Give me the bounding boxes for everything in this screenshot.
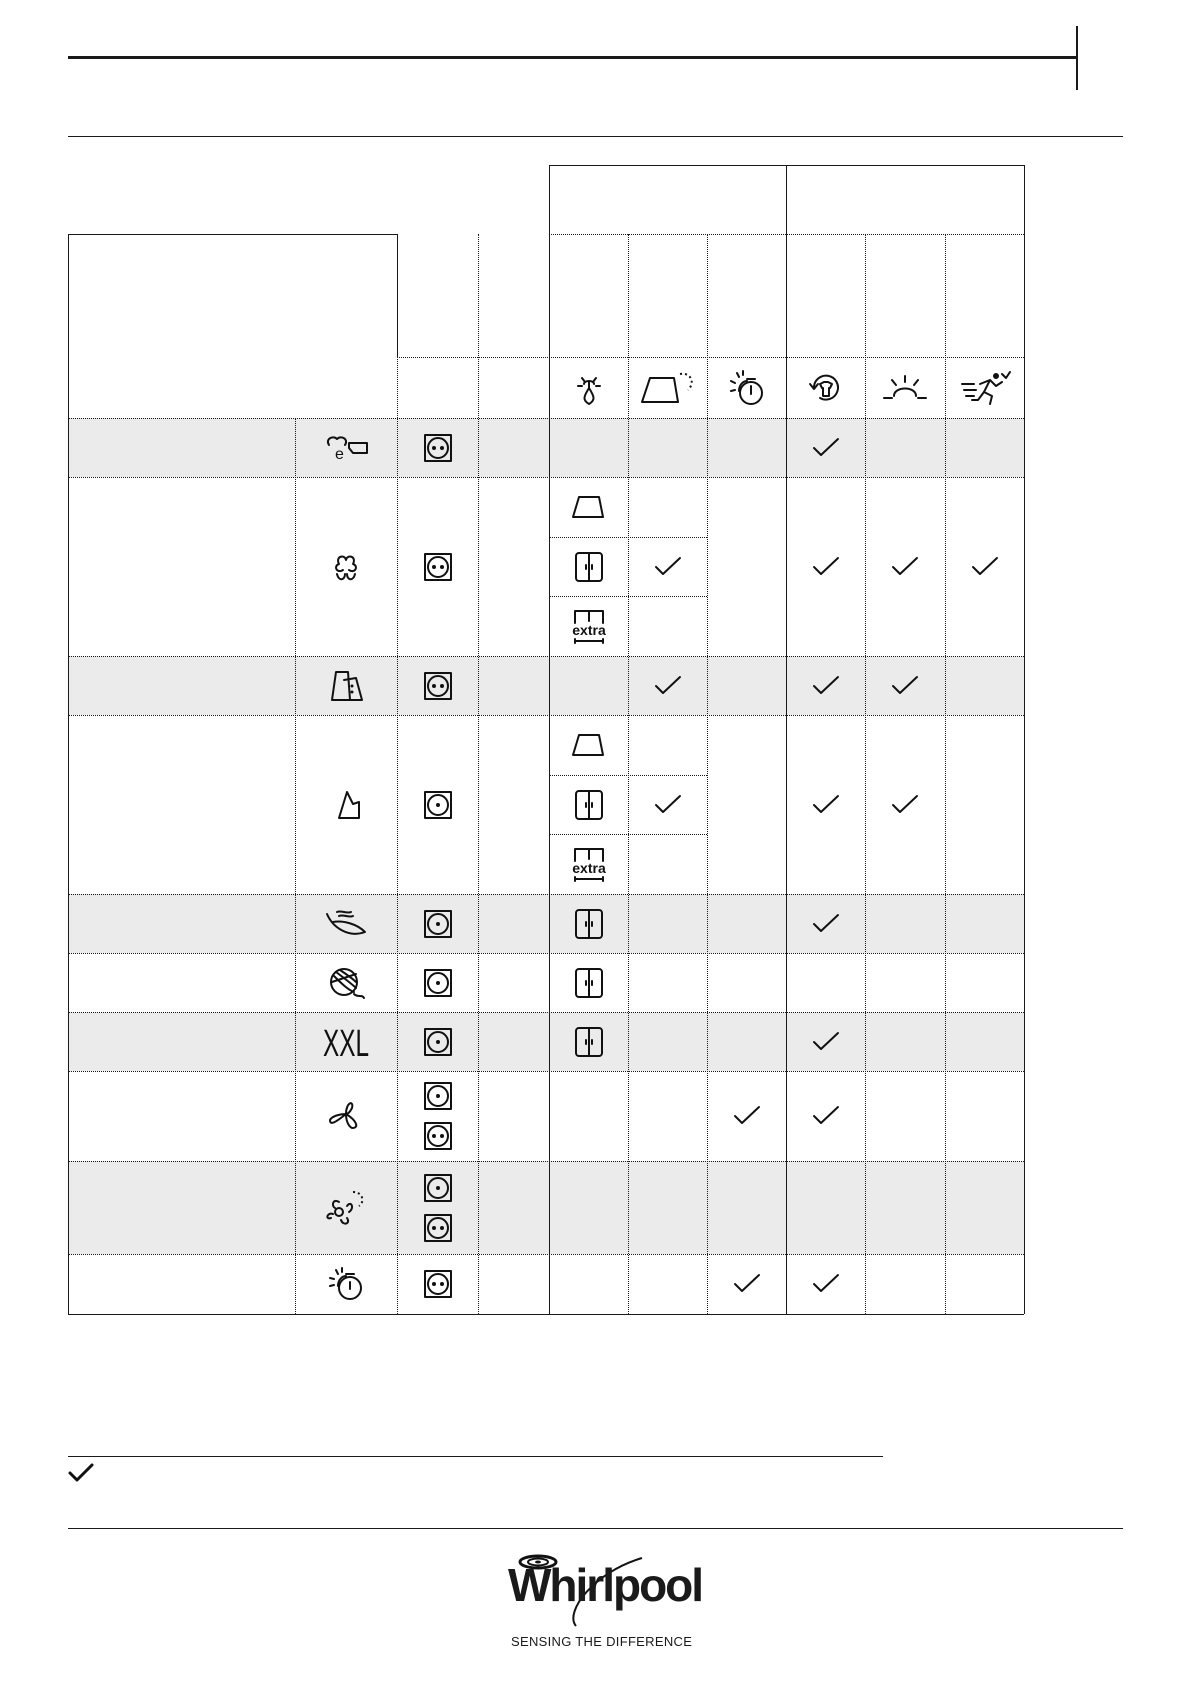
row-divider bbox=[68, 477, 1024, 478]
iron-dry-icon bbox=[638, 370, 698, 406]
iron-dry-level-icon bbox=[569, 493, 609, 521]
xxl-icon bbox=[321, 1022, 371, 1065]
row-divider bbox=[68, 1161, 1024, 1162]
footer-rule bbox=[68, 1528, 1123, 1529]
table-row-shade bbox=[68, 1012, 1024, 1071]
high-heat-icon bbox=[423, 671, 453, 701]
row-divider bbox=[68, 953, 1024, 954]
svg-text:extra: extra bbox=[571, 622, 606, 639]
table-row-shade bbox=[68, 894, 1024, 953]
check-icon bbox=[653, 793, 683, 817]
svg-text:e: e bbox=[335, 445, 344, 463]
cupboard-dry-icon bbox=[573, 1025, 605, 1059]
high-heat-icon bbox=[423, 1213, 453, 1243]
sub-row-divider bbox=[549, 775, 707, 776]
row-divider bbox=[68, 656, 1024, 657]
synthetics-icon bbox=[329, 788, 363, 822]
high-heat-icon bbox=[423, 433, 453, 463]
header-icon-row-top bbox=[397, 357, 1024, 358]
check-icon bbox=[811, 674, 841, 698]
row-divider bbox=[68, 1254, 1024, 1255]
check-icon bbox=[653, 674, 683, 698]
table-border-top bbox=[68, 234, 397, 235]
low-heat-icon bbox=[423, 790, 453, 820]
cupboard-dry-icon bbox=[573, 788, 605, 822]
svg-text:extra: extra bbox=[571, 860, 606, 877]
group-divider bbox=[786, 165, 787, 1314]
col-divider bbox=[295, 418, 296, 1314]
table-row-shade bbox=[68, 418, 1024, 477]
check-icon bbox=[732, 1272, 762, 1296]
quick-icon bbox=[960, 370, 1010, 406]
table-border-bottom bbox=[68, 1314, 1024, 1315]
extra-dry-icon bbox=[567, 607, 611, 645]
col-divider bbox=[865, 234, 866, 1314]
col-divider bbox=[707, 234, 708, 1314]
cotton-icon bbox=[331, 552, 361, 582]
legend-check-icon bbox=[66, 1459, 96, 1487]
check-icon bbox=[811, 436, 841, 460]
row-divider bbox=[68, 894, 1024, 895]
check-icon bbox=[811, 1030, 841, 1054]
sub-row-divider bbox=[549, 834, 707, 835]
logo-tagline: SENSING THE DIFFERENCE bbox=[511, 1634, 693, 1649]
wool-icon bbox=[326, 964, 366, 1002]
logo-wordmark: Whirlpool bbox=[508, 1559, 703, 1611]
cupboard-dry-icon bbox=[573, 966, 605, 1000]
table-row-shade bbox=[68, 656, 1024, 715]
sub-row-divider bbox=[549, 537, 707, 538]
sub-row-divider bbox=[549, 596, 707, 597]
svg-text:XXL: XXL bbox=[323, 1022, 369, 1065]
check-icon bbox=[653, 555, 683, 579]
mixed-icon bbox=[326, 666, 366, 706]
high-heat-icon bbox=[423, 1121, 453, 1151]
col-divider bbox=[478, 234, 479, 1314]
low-heat-icon bbox=[423, 909, 453, 939]
row-divider bbox=[68, 418, 1024, 419]
high-heat-icon bbox=[423, 1269, 453, 1299]
check-icon bbox=[811, 1272, 841, 1296]
check-icon bbox=[970, 555, 1000, 579]
check-icon bbox=[811, 912, 841, 936]
row-divider bbox=[68, 1071, 1024, 1072]
air-fan-icon bbox=[326, 1098, 366, 1134]
check-icon bbox=[811, 1104, 841, 1128]
cupboard-dry-icon bbox=[573, 550, 605, 584]
group-header-bottom bbox=[549, 234, 1024, 235]
check-icon bbox=[890, 793, 920, 817]
timed-drying-icon bbox=[326, 1266, 366, 1302]
row-divider bbox=[68, 715, 1024, 716]
check-icon bbox=[732, 1104, 762, 1128]
table-border-right bbox=[1024, 165, 1025, 1314]
early-morning-icon bbox=[880, 372, 930, 404]
low-heat-icon bbox=[423, 1027, 453, 1057]
low-heat-icon bbox=[423, 968, 453, 998]
anti-crease-icon bbox=[808, 370, 844, 406]
eco-cotton-icon bbox=[321, 433, 371, 463]
legend-rule bbox=[68, 1456, 883, 1457]
heat-col-border bbox=[397, 234, 398, 357]
delicates-icon bbox=[323, 908, 369, 940]
col-divider bbox=[397, 357, 398, 1314]
check-icon bbox=[890, 555, 920, 579]
cupboard-dry-icon bbox=[573, 907, 605, 941]
timed-dry-icon bbox=[727, 369, 767, 407]
whirlpool-logo bbox=[500, 1548, 703, 1658]
table-row-shade bbox=[68, 1161, 1024, 1254]
extra-dry-icon bbox=[567, 845, 611, 883]
low-heat-icon bbox=[423, 1081, 453, 1111]
high-heat-icon bbox=[423, 552, 453, 582]
check-icon bbox=[890, 674, 920, 698]
drip-dry-icon bbox=[572, 368, 606, 408]
refresh-icon bbox=[323, 1188, 369, 1228]
group-border-left bbox=[549, 165, 550, 1314]
col-divider bbox=[945, 234, 946, 1314]
check-icon bbox=[811, 793, 841, 817]
low-heat-icon bbox=[423, 1173, 453, 1203]
iron-dry-level-icon bbox=[569, 731, 609, 759]
row-divider bbox=[68, 1012, 1024, 1013]
check-icon bbox=[811, 555, 841, 579]
table-border-left bbox=[68, 234, 69, 1314]
